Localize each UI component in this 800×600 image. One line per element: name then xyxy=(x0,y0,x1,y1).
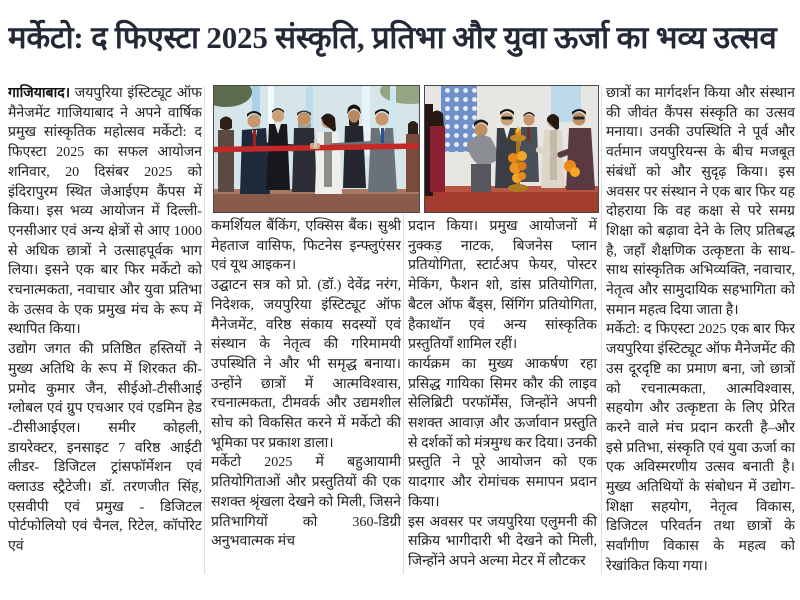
paragraph: मर्केटो: द फिएस्टा 2025 एक बार फिर जयपुरिया इंस्टिट्यूट ऑफ मैनेजमेंट की उस दूरदृष्टि का प्रमाण बना, जो छात्रों को रचनात्मकता, आत्मविश्वास, सहयोग और उत्कृष्टता के लिए प्रेरित करने वाले मंच प्रदान करती है–और इसे प्रतिभा, संस्कृति एवं युवा ऊर्जा का एक अविस्मरणीय उत्सव बनाती है। मुख्य अतिथियों के संबोधन में उद्योग-शिक्षा सहयोग, नेतृत्व विकास, डिजिटल परिवर्तन तथा छात्रों के सर्वांगीण विकास के महत्व को रेखांकित किया गया। xyxy=(606,321,795,574)
column-separator xyxy=(204,86,205,574)
article-column-1 xyxy=(8,84,202,576)
paragraph: उद्घाटन सत्र को प्रो. (डॉ.) देवेंद्र नरंग, निदेशक, जयपुरिया इंस्टिट्यूट ऑफ मैनेजमेंट, वरिष्ठ संकाय सदस्यों एवं संस्थान के नेतृत्व की गरिमामयी उपस्थिति ने और भी समृद्ध बनाया। उन्होंने छात्रों में आत्मविश्वास, रचनात्मकता, टीमवर्क और उद्यमशील सोच को विकसित करने में मर्केटो की भूमिका पर प्रकाश डाला। xyxy=(211,277,401,451)
paragraph xyxy=(8,84,202,340)
paragraph: इस अवसर पर जयपुरिया एलुमनी की सक्रिय भागीदारी भी देखने को मिली, जिन्होंने अपने अल्मा मेटर में लौटकर xyxy=(408,513,597,569)
lamp-lighting-photo xyxy=(424,85,599,213)
lamp-lighting-illustration xyxy=(425,86,598,212)
article-column-2 xyxy=(211,217,401,576)
paragraph: प्रदान किया। प्रमुख आयोजनों में नुक्कड़ नाटक, बिजनेस प्लान प्रतियोगिता, स्टार्टअप फेयर, पोस्टर मेकिंग, फैशन शो, डांस प्रतियोगिता, बैटल ऑफ बैंड्स, सिंगिंग प्रतियोगिता, हैकाथॉन एवं अन्य सांस्कृतिक प्रस्तुतियाँ शामिल रहीं। xyxy=(408,218,597,353)
article-column-3 xyxy=(408,217,597,576)
column-separator xyxy=(601,86,602,574)
ribbon-cutting-photo xyxy=(213,85,420,213)
paragraph: कार्यक्रम का मुख्य आकर्षण रहा प्रसिद्ध गायिका सिमर कौर की लाइव सेलिब्रिटी परफॉर्मेंस, जिन्होंने अपनी सशक्त आवाज़ और ऊर्जावान प्रस्तुति से दर्शकों को मंत्रमुग्ध कर दिया। उनकी प्रस्तुति ने पूरे आयोजन को एक यादगार और रोमांचक समापन प्रदान किया। xyxy=(408,355,597,510)
paragraph: कमर्शियल बैंकिंग, एक्सिस बैंक। सुश्री मेहताज वासिफ, फिटनेस इन्फ्लुएंसर एवं यूथ आइकन। xyxy=(211,218,401,274)
paragraph: मर्केटो 2025 में बहुआयामी प्रतियोगिताओं और प्रस्तुतियों की एक सशक्त श्रृंखला देखने को मिली, जिसने प्रतिभागियों को 360-डिग्री अनुभवात्मक मंच xyxy=(211,454,401,550)
paragraph: उद्योग जगत की प्रतिष्ठित हस्तियों ने मुख्य अतिथि के रूप में शिरकत की- प्रमोद कुमार जैन, सीईओ-टीसीआई ग्लोबल एवं ग्रुप एचआर एवं एडमिन हेड -टीसीआईएल। समीर कोहली, डायरेक्टर, इनसाइट 7 वरिष्ठ आईटी लीडर- डिजिटल ट्रांसफॉर्मेशन एवं क्लाउड स्ट्रैटेजी। डॉ. तरणजीत सिंह, एसवीपी एवं प्रमुख - डिजिटल पोर्टफोलियो एवं चैनल, रिटेल, कॉर्पोरेट एवं xyxy=(8,341,202,555)
article-column-4 xyxy=(606,84,795,576)
paragraph: छात्रों का मार्गदर्शन किया और संस्थान की जीवंत कैंपस संस्कृति का उत्सव मनाया। उनकी उपस्थिति ने पूर्व और वर्तमान जयपुरियन्स के बीच मजबूत संबंधों को और सुदृढ़ किया। इस अवसर पर संस्थान ने एक बार फिर यह दोहराया कि वह कक्षा से परे समग्र शिक्षा को बढ़ावा देने के लिए प्रतिबद्ध है, जहाँ शैक्षणिक उत्कृष्टता के साथ-साथ सांस्कृतिक अभिव्यक्ति, नवाचार, नेतृत्व और सामुदायिक सहभागिता को समान महत्व दिया जाता है। xyxy=(606,85,795,318)
ribbon-cutting-illustration xyxy=(214,86,419,212)
article-headline: मर्केटो: द फिएस्टा 2025 संस्कृति, प्रतिभा और युवा ऊर्जा का भव्य उत्सव xyxy=(8,20,777,55)
dateline: गाजियाबाद। xyxy=(8,85,71,101)
paragraph-text: जयपुरिया इंस्टिट्यूट ऑफ मैनेजमेंट गाजियाबाद ने अपने वार्षिक प्रमुख सांस्कृतिक महोत्सव मर्केटो: द फिएस्टा 2025 का सफल आयोजन शनिवार, 20 दिसंबर 2025 को इंदिरापुरम स्थित जेआईएम कैंपस में किया। इस भव्य आयोजन में दिल्ली-एनसीआर एवं अन्य क्षेत्रों से आए 1000 से अधिक छात्रों ने उत्साहपूर्वक भाग लिया। इसने एक बार फिर मर्केटो को रचनात्मकता, नवाचार और युवा प्रतिभा के उत्सव के एक प्रमुख मंच के रूप में स्थापित किया। xyxy=(8,85,202,338)
